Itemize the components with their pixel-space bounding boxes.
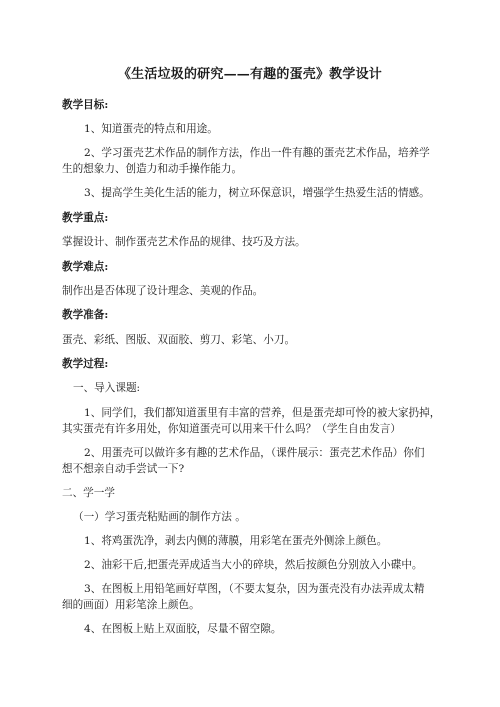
step-4: 4、在图板上贴上双面胶，尽量不留空隙。	[84, 623, 282, 635]
step-2: 2、油彩干后,把蛋壳弄成适当大小的碎块，然后按颜色分别放入小碟中。	[84, 559, 423, 571]
intro-paragraph-1-line-1: 1、同学们，我们都知道蛋里有丰富的营养，但是蛋壳却可怜的被大家扔掉，	[84, 407, 441, 419]
step-3-line-1: 3、在图板上用铅笔画好草图，（不要太复杂，因为蛋壳没有办法弄成太精	[84, 583, 425, 595]
intro-paragraph-1-line-2: 其实蛋壳有许多用处，你知道蛋壳可以用来干什么吗？（学生自由发言）	[62, 423, 401, 435]
difficulties-heading: 教学难点:	[62, 261, 109, 273]
section-learn: 二、学一学	[62, 487, 115, 499]
goals-heading: 教学目标:	[62, 99, 109, 111]
goal-1: 1、知道蛋壳的特点和用途。	[84, 123, 218, 135]
difficulties-text: 制作出是否体现了设计理念、美观的作品。	[62, 285, 264, 297]
goal-2-line-1: 2、学习蛋壳艺术作品的制作方法，作出一件有趣的蛋壳艺术作品，培养学	[84, 147, 430, 159]
key-points-text: 掌握设计、制作蛋壳艺术作品的规律、技巧及方法。	[62, 236, 306, 248]
key-points-heading: 教学重点:	[62, 212, 109, 224]
preparation-heading: 教学准备:	[62, 309, 109, 321]
intro-paragraph-2-line-1: 2、用蛋壳可以做许多有趣的艺术作品，（课件展示：蛋壳艺术作品）你们	[84, 447, 425, 459]
section-intro: 一、导入课题:	[73, 382, 141, 394]
step-1: 1、将鸡蛋洗净，剥去内侧的薄膜，用彩笔在蛋壳外侧涂上颜色。	[84, 535, 388, 547]
preparation-text: 蛋壳、彩纸、图版、双面胶、剪刀、彩笔、小刀。	[62, 334, 296, 346]
goal-3: 3、提高学生美化生活的能力，树立环保意识，增强学生热爱生活的情感。	[84, 187, 430, 199]
process-heading: 教学过程:	[62, 358, 109, 370]
intro-paragraph-2-line-2: 想不想亲自动手尝试一下?	[62, 463, 185, 475]
step-3-line-2: 细的画面）用彩笔涂上颜色。	[62, 599, 200, 611]
goal-2-line-2: 生的想象力、创造力和动手操作能力。	[62, 163, 243, 175]
subsection-eggshell-collage: （一）学习蛋壳粘贴画的制作方法 。	[73, 511, 246, 523]
document-title: 《生活垃圾的研究——有趣的蛋壳》教学设计	[117, 67, 382, 82]
